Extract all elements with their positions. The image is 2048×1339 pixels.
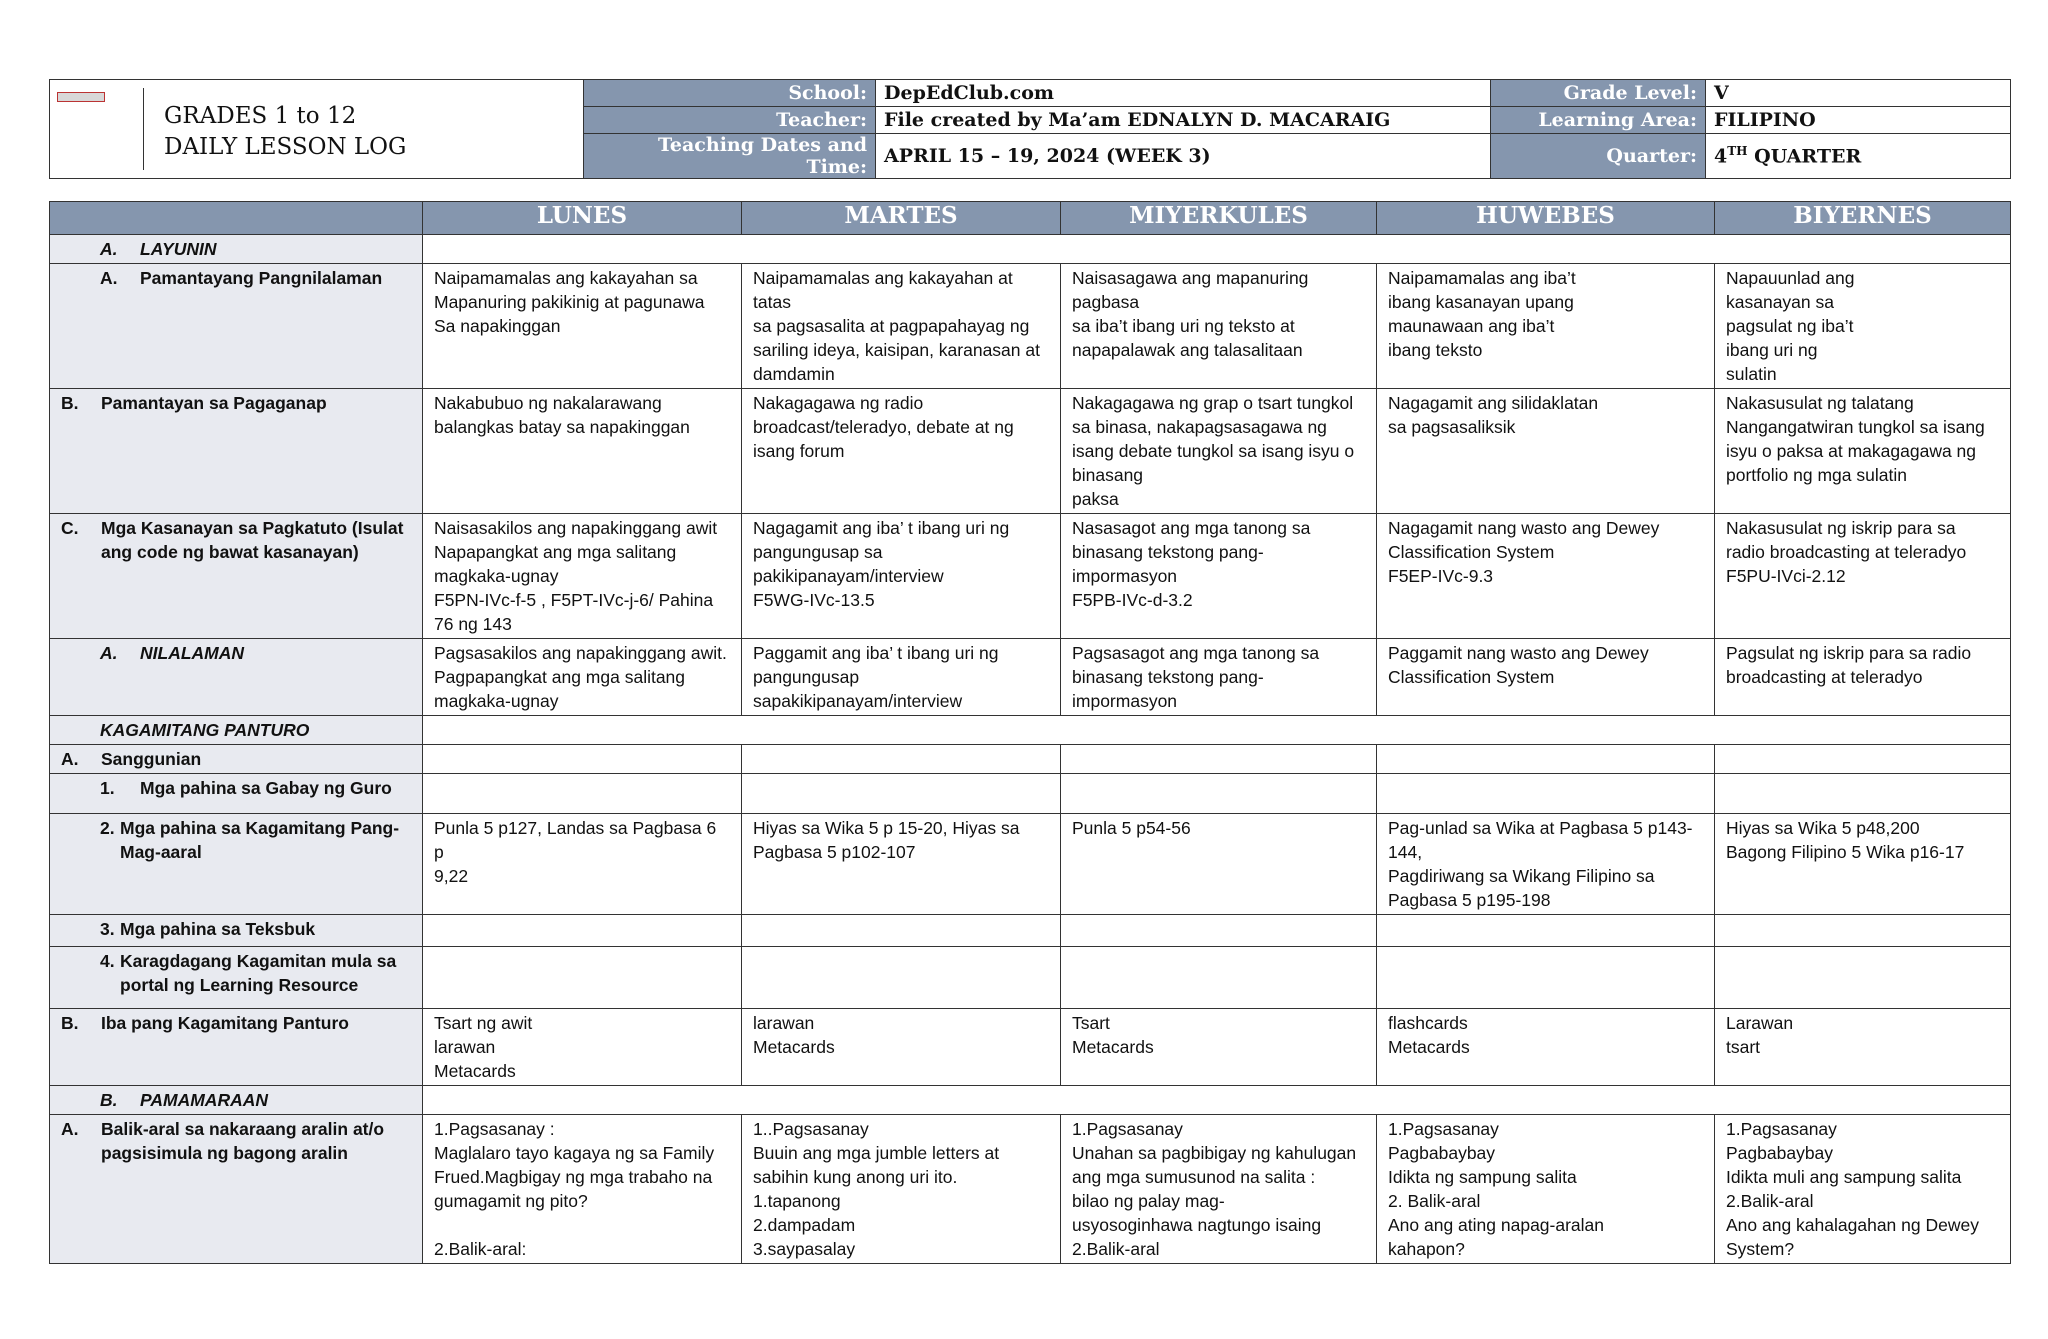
day-cell-lunes: Pagsasakilos ang napakinggang awit. Pagpapangkat ang mga salitang magkaka-ugnay bbox=[423, 639, 742, 716]
day-cell-lunes: Nakabubuo ng nakalarawang balangkas batay sa napakinggan bbox=[423, 389, 742, 514]
row-title: Mga pahina sa Gabay ng Guro bbox=[140, 778, 392, 798]
row-iba-pang bbox=[50, 1009, 2011, 1086]
seal-icon bbox=[57, 92, 105, 102]
day-cell-biyernes bbox=[1715, 745, 2011, 774]
day-cell-miyerkules: Tsart Metacards bbox=[1061, 1009, 1377, 1086]
day-cell-huwebes: flashcards Metacards bbox=[1377, 1009, 1715, 1086]
day-cell-martes bbox=[742, 947, 1061, 1009]
deped-logo bbox=[53, 88, 144, 170]
day-cell-biyernes: Larawan tsart bbox=[1715, 1009, 2011, 1086]
day-cell-lunes: Tsart ng awit larawan Metacards bbox=[423, 1009, 742, 1086]
day-cell-miyerkules: Nasasagot ang mga tanong sa binasang tekstong pang- impormasyon F5PB-IVc-d-3.2 bbox=[1061, 514, 1377, 639]
day-cell-huwebes: Nagagamit ang silidaklatan sa pagsasaliksik bbox=[1377, 389, 1715, 514]
document-title bbox=[144, 85, 406, 173]
row-pamantayang bbox=[50, 264, 2011, 389]
row-number: A. bbox=[100, 643, 118, 663]
row-number: A. bbox=[61, 1119, 79, 1139]
row-label bbox=[50, 814, 423, 915]
day-cell-huwebes bbox=[1377, 915, 1715, 947]
row-title: KAGAMITANG PANTURO bbox=[100, 720, 310, 740]
quarter-label: Quarter: bbox=[1491, 134, 1706, 179]
row-kagamitan bbox=[50, 716, 2011, 745]
day-cell-martes bbox=[742, 915, 1061, 947]
title-cell bbox=[50, 80, 584, 179]
row-label bbox=[50, 1009, 423, 1086]
day-cell-martes: Nakagagawa ng radio broadcast/teleradyo, debate at ng isang forum bbox=[742, 389, 1061, 514]
row-label bbox=[50, 915, 423, 947]
day-cell-huwebes: Nagagamit nang wasto ang Dewey Classification System F5EP-IVc-9.3 bbox=[1377, 514, 1715, 639]
day-cell-biyernes: Hiyas sa Wika 5 p48,200 Bagong Filipino 5 Wika p16-17 bbox=[1715, 814, 2011, 915]
lesson-table bbox=[49, 201, 2011, 1264]
header-table bbox=[49, 79, 2011, 179]
row-title: Karagdagang Kagamitan mula sa portal ng Learning Resource bbox=[120, 951, 397, 995]
day-cell-miyerkules bbox=[1061, 774, 1377, 814]
day-cell-lunes: 1.Pagsasanay : Maglalaro tayo kagaya ng sa Family Frued.Magbigay ng mga trabaho na gumagamit ng pito? 2.Balik-aral: bbox=[423, 1115, 742, 1264]
day-cell-huwebes: Naipamamalas ang iba’t ibang kasanayan upang maunawaan ang iba’t ibang teksto bbox=[1377, 264, 1715, 389]
row-number: 2. bbox=[100, 818, 115, 838]
grade-value: V bbox=[1706, 80, 2011, 107]
row-title: Iba pang Kagamitang Panturo bbox=[101, 1013, 349, 1033]
row-title: LAYUNIN bbox=[140, 239, 217, 259]
row-label bbox=[50, 389, 423, 514]
row-label bbox=[50, 514, 423, 639]
row-label bbox=[50, 1115, 423, 1264]
area-label: Learning Area: bbox=[1491, 107, 1706, 134]
quarter-value bbox=[1706, 134, 2011, 179]
row-title: Mga pahina sa Kagamitang Pang-Mag-aaral bbox=[120, 818, 400, 862]
day-cell-biyernes bbox=[1715, 915, 2011, 947]
row-number: A. bbox=[100, 239, 118, 259]
row-label bbox=[50, 716, 423, 745]
day-cell-miyerkules bbox=[1061, 947, 1377, 1009]
row-label bbox=[50, 235, 423, 264]
day-header-row bbox=[50, 202, 2011, 235]
row-label bbox=[50, 745, 423, 774]
day-cell-miyerkules: 1.Pagsasanay Unahan sa pagbibigay ng kahulugan ang mga sumusunod na salita : bilao ng palay mag- usyosoginhawa nagtungo isaing 2.Balik-aral bbox=[1061, 1115, 1377, 1264]
merged-cell bbox=[423, 235, 2011, 264]
row-sanggunian bbox=[50, 745, 2011, 774]
day-cell-lunes bbox=[423, 947, 742, 1009]
row-title: Mga pahina sa Teksbuk bbox=[120, 919, 316, 939]
day-header: HUWEBES bbox=[1377, 202, 1715, 235]
day-cell-huwebes bbox=[1377, 774, 1715, 814]
day-cell-martes: 1..Pagsasanay Buuin ang mga jumble letters at sabihin kung anong uri ito. 1.tapanong 2.dampadam 3.saypasalay bbox=[742, 1115, 1061, 1264]
day-cell-huwebes bbox=[1377, 745, 1715, 774]
day-cell-biyernes: Napauunlad ang kasanayan sa pagsulat ng iba’t ibang uri ng sulatin bbox=[1715, 264, 2011, 389]
day-header: MARTES bbox=[742, 202, 1061, 235]
merged-cell bbox=[423, 1086, 2011, 1115]
dates-value: APRIL 15 – 19, 2024 (WEEK 3) bbox=[876, 134, 1491, 179]
day-cell-miyerkules bbox=[1061, 915, 1377, 947]
header-blank bbox=[50, 202, 423, 235]
row-title: Pamantayang Pangnilalaman bbox=[140, 268, 383, 288]
row-number: B. bbox=[100, 1090, 118, 1110]
day-cell-huwebes: 1.Pagsasanay Pagbabaybay Idikta ng sampung salita 2. Balik-aral Ano ang ating napag-aralan kahapon? bbox=[1377, 1115, 1715, 1264]
day-cell-biyernes bbox=[1715, 774, 2011, 814]
dates-label: Teaching Dates and Time: bbox=[584, 134, 876, 179]
day-cell-biyernes: Pagsulat ng iskrip para sa radio broadcasting at teleradyo bbox=[1715, 639, 2011, 716]
row-balik-aral bbox=[50, 1115, 2011, 1264]
area-value: FILIPINO bbox=[1706, 107, 2011, 134]
day-cell-huwebes: Paggamit nang wasto ang Dewey Classification System bbox=[1377, 639, 1715, 716]
row-number: B. bbox=[61, 1013, 79, 1033]
row-number: A. bbox=[100, 268, 118, 288]
day-cell-miyerkules bbox=[1061, 745, 1377, 774]
row-label bbox=[50, 1086, 423, 1115]
grade-label: Grade Level: bbox=[1491, 80, 1706, 107]
quarter-suffix: TH bbox=[1727, 144, 1748, 159]
row-nilalaman bbox=[50, 639, 2011, 716]
row-karagdagang bbox=[50, 947, 2011, 1009]
row-kagamitang-pang bbox=[50, 814, 2011, 915]
day-cell-biyernes: Nakasusulat ng iskrip para sa radio broadcasting at teleradyo F5PU-IVci-2.12 bbox=[1715, 514, 2011, 639]
day-cell-huwebes: Pag-unlad sa Wika at Pagbasa 5 p143- 144, Pagdiriwang sa Wikang Filipino sa Pagbasa 5 p195-198 bbox=[1377, 814, 1715, 915]
day-cell-miyerkules: Punla 5 p54-56 bbox=[1061, 814, 1377, 915]
day-cell-lunes: Punla 5 p127, Landas sa Pagbasa 6 p 9,22 bbox=[423, 814, 742, 915]
day-cell-lunes: Naisasakilos ang napakinggang awit Napapangkat ang mga salitang magkaka-ugnay F5PN-IVc-f-5 , F5PT-IVc-j-6/ Pahina 76 ng 143 bbox=[423, 514, 742, 639]
day-cell-miyerkules: Naisasagawa ang mapanuring pagbasa sa iba’t ibang uri ng teksto at napapalawak ang talasalitaan bbox=[1061, 264, 1377, 389]
school-value: DepEdClub.com bbox=[876, 80, 1491, 107]
day-cell-biyernes bbox=[1715, 947, 2011, 1009]
row-layunin bbox=[50, 235, 2011, 264]
row-title: NILALAMAN bbox=[140, 643, 245, 663]
row-teksbuk bbox=[50, 915, 2011, 947]
row-number: B. bbox=[61, 393, 79, 413]
teacher-label: Teacher: bbox=[584, 107, 876, 134]
day-header: LUNES bbox=[423, 202, 742, 235]
day-cell-martes: Nagagamit ang iba’ t ibang uri ng pangungusap sa pakikipanayam/interview F5WG-IVc-13.5 bbox=[742, 514, 1061, 639]
row-gabay bbox=[50, 774, 2011, 814]
school-label: School: bbox=[584, 80, 876, 107]
row-title: Balik-aral sa nakaraang aralin at/o pagsisimula ng bagong aralin bbox=[101, 1119, 385, 1163]
day-cell-martes bbox=[742, 745, 1061, 774]
row-pamamaraan bbox=[50, 1086, 2011, 1115]
row-title: PAMAMARAAN bbox=[140, 1090, 268, 1110]
day-cell-lunes bbox=[423, 915, 742, 947]
row-kasanayan bbox=[50, 514, 2011, 639]
row-label bbox=[50, 264, 423, 389]
row-number: 4. bbox=[100, 951, 115, 971]
row-title: Sanggunian bbox=[101, 749, 202, 769]
merged-cell bbox=[423, 716, 2011, 745]
row-pagganap bbox=[50, 389, 2011, 514]
day-cell-biyernes: Nakasusulat ng talatang Nangangatwiran tungkol sa isang isyu o paksa at makagagawa ng portfolio ng mga sulatin bbox=[1715, 389, 2011, 514]
day-cell-martes: Paggamit ang iba’ t ibang uri ng pangungusap sapakikipanayam/interview bbox=[742, 639, 1061, 716]
row-number: C. bbox=[61, 518, 79, 538]
day-cell-lunes bbox=[423, 745, 742, 774]
row-number: 3. bbox=[100, 919, 115, 939]
day-cell-miyerkules: Nakagagawa ng grap o tsart tungkol sa binasa, nakapagsasagawa ng isang debate tungkol sa isang isyu o binasang paksa bbox=[1061, 389, 1377, 514]
row-label bbox=[50, 774, 423, 814]
day-cell-martes bbox=[742, 774, 1061, 814]
day-cell-lunes: Naipamamalas ang kakayahan sa Mapanuring pakikinig at pagunawa Sa napakinggan bbox=[423, 264, 742, 389]
row-label bbox=[50, 639, 423, 716]
day-header: MIYERKULES bbox=[1061, 202, 1377, 235]
day-cell-martes: Hiyas sa Wika 5 p 15-20, Hiyas sa Pagbasa 5 p102-107 bbox=[742, 814, 1061, 915]
day-cell-lunes bbox=[423, 774, 742, 814]
quarter-number: 4 bbox=[1714, 145, 1728, 168]
day-header: BIYERNES bbox=[1715, 202, 2011, 235]
day-cell-miyerkules: Pagsasagot ang mga tanong sa binasang tekstong pang- impormasyon bbox=[1061, 639, 1377, 716]
row-label bbox=[50, 947, 423, 1009]
teacher-value: File created by Ma’am EDNALYN D. MACARAIG bbox=[876, 107, 1491, 134]
row-title: Mga Kasanayan sa Pagkatuto (Isulat ang code ng bawat kasanayan) bbox=[101, 518, 404, 562]
day-cell-martes: larawan Metacards bbox=[742, 1009, 1061, 1086]
title-line-2: DAILY LESSON LOG bbox=[164, 134, 407, 160]
day-cell-martes: Naipamamalas ang kakayahan at tatas sa pagsasalita at pagpapahayag ng sariling ideya, kaisipan, karanasan at damdamin bbox=[742, 264, 1061, 389]
row-number: 1. bbox=[100, 778, 115, 798]
day-cell-biyernes: 1.Pagsasanay Pagbabaybay Idikta muli ang sampung salita 2.Balik-aral Ano ang kahalagahan ng Dewey System? bbox=[1715, 1115, 2011, 1264]
row-title: Pamantayan sa Pagaganap bbox=[101, 393, 327, 413]
quarter-word: QUARTER bbox=[1754, 145, 1862, 168]
row-number: A. bbox=[61, 749, 79, 769]
title-line-1: GRADES 1 to 12 bbox=[164, 103, 357, 129]
day-cell-huwebes bbox=[1377, 947, 1715, 1009]
